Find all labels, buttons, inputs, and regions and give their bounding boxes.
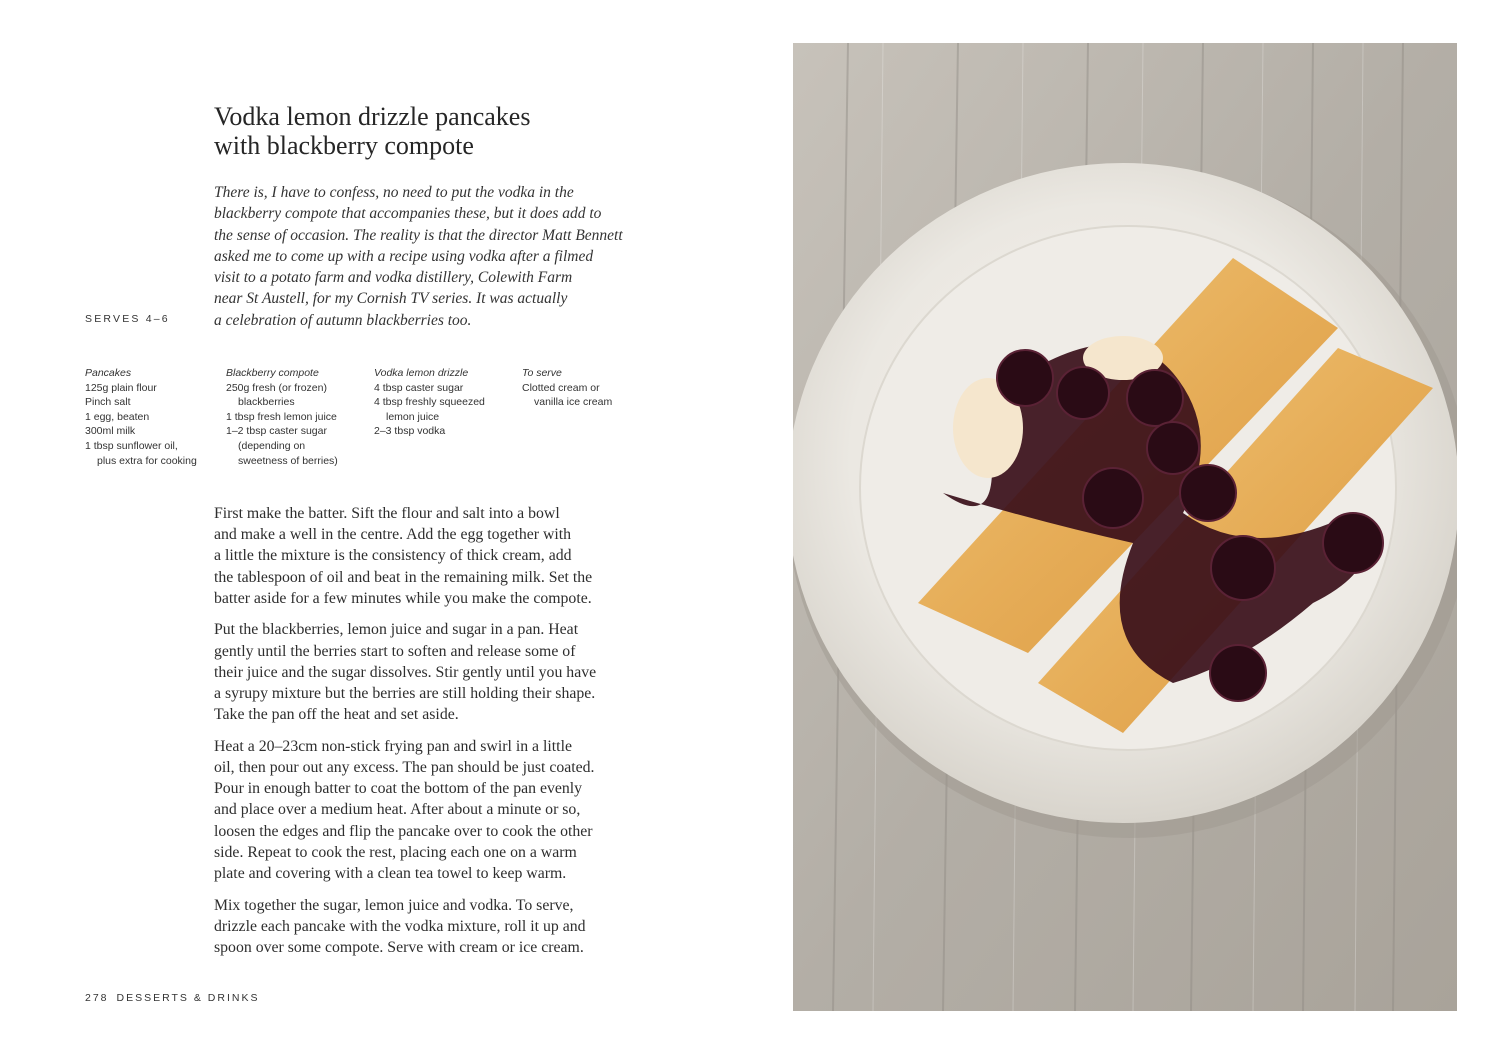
method-line: their juice and the sugar dissolves. Stir gently until you have	[214, 663, 597, 681]
ingredient-line: (depending on	[238, 439, 306, 452]
method-line: Heat a 20–23cm non-stick frying pan and swirl in a little	[214, 737, 572, 755]
ingredient-heading: Pancakes	[85, 367, 132, 379]
pancakes-plate-illustration	[793, 43, 1457, 1011]
ingredients-pancakes	[85, 366, 197, 468]
ingredient-line: vanilla ice cream	[534, 396, 613, 409]
ingredient-line: sweetness of berries)	[238, 454, 338, 467]
ingredient-line: 125g plain flour	[85, 381, 157, 394]
method-line: a syrupy mixture but the berries are still holding their shape.	[214, 685, 596, 703]
ingredient-line: Pinch salt	[85, 396, 131, 409]
method-line: Pour in enough batter to coat the bottom of the pan evenly	[214, 780, 583, 798]
method-line: plate and covering with a clean tea towel to keep warm.	[214, 865, 567, 883]
method-line: and make a well in the centre. Add the egg together with	[214, 526, 572, 544]
ingredient-line: blackberries	[238, 396, 295, 409]
intro-line: a celebration of autumn blackberries too.	[214, 311, 472, 329]
method-line: the tablespoon of oil and beat in the remaining milk. Set the	[214, 568, 593, 586]
serves-label: SERVES 4–6	[85, 313, 170, 325]
intro-line: There is, I have to confess, no need to put the vodka in the	[214, 184, 574, 201]
ingredient-line: lemon juice	[386, 410, 440, 423]
intro-line: asked me to come up with a recipe using vodka after a filmed	[214, 247, 594, 265]
method-paragraph	[214, 619, 644, 725]
ingredient-line: 4 tbsp caster sugar	[374, 381, 464, 394]
ingredient-line: plus extra for cooking	[97, 454, 197, 467]
ingredient-line: 1 tbsp sunflower oil,	[85, 439, 178, 452]
method-line: drizzle each pancake with the vodka mixture, roll it up and	[214, 917, 586, 935]
method-line: Put the blackberries, lemon juice and sugar in a pan. Heat	[214, 621, 579, 639]
method-paragraph	[214, 503, 644, 609]
intro-line: visit to a potato farm and vodka distillery, Colewith Farm	[214, 269, 573, 287]
method-line: spoon over some compote. Serve with cream or ice cream.	[214, 939, 584, 957]
ingredient-heading: Vodka lemon drizzle	[374, 367, 469, 379]
ingredient-line: 1 tbsp fresh lemon juice	[226, 410, 337, 423]
recipe-title-line: Vodka lemon drizzle pancakes	[214, 102, 531, 131]
method-line: Take the pan off the heat and set aside.	[214, 706, 459, 724]
ingredient-line: 300ml milk	[85, 425, 136, 438]
method-text	[214, 503, 644, 969]
ingredient-line: 250g fresh (or frozen)	[226, 381, 327, 394]
ingredient-line: 1 egg, beaten	[85, 410, 150, 423]
page-footer	[85, 992, 259, 1004]
method-line: loosen the edges and flip the pancake over to cook the other	[214, 822, 593, 840]
method-paragraph	[214, 895, 644, 959]
method-line: First make the batter. Sift the flour and salt into a bowl	[214, 505, 560, 522]
method-line: side. Repeat to cook the rest, placing each one on a warm	[214, 843, 577, 861]
ingredient-line: 4 tbsp freshly squeezed	[374, 396, 485, 409]
ingredient-line: Clotted cream or	[522, 381, 600, 394]
recipe-intro	[214, 182, 634, 331]
intro-line: blackberry compote that accompanies these, but it does add to	[214, 205, 602, 223]
section-name: DESSERTS & DRINKS	[116, 992, 260, 1004]
intro-line: the sense of occasion. The reality is that the director Matt Bennett	[214, 226, 623, 244]
method-line: gently until the berries start to soften and release some of	[214, 642, 576, 660]
ingredients-to-serve	[522, 366, 612, 410]
ingredients-compote	[226, 366, 338, 468]
intro-line: near St Austell, for my Cornish TV series. It was actually	[214, 290, 568, 308]
recipe-title-line: with blackberry compote	[214, 131, 474, 160]
method-line: oil, then pour out any excess. The pan should be just coated.	[214, 759, 595, 777]
recipe-photo	[793, 43, 1457, 1011]
page-number: 278	[85, 992, 109, 1004]
ingredient-heading: To serve	[522, 367, 562, 379]
ingredient-heading: Blackberry compote	[226, 367, 319, 379]
method-line: batter aside for a few minutes while you make the compote.	[214, 589, 592, 607]
ingredients-drizzle	[374, 366, 485, 439]
ingredient-line: 2–3 tbsp vodka	[374, 425, 446, 438]
recipe-title	[214, 102, 694, 160]
ingredient-line: 1–2 tbsp caster sugar	[226, 425, 327, 438]
method-line: Mix together the sugar, lemon juice and vodka. To serve,	[214, 896, 574, 914]
method-paragraph	[214, 736, 644, 884]
method-line: a little the mixture is the consistency of thick cream, add	[214, 547, 572, 565]
method-line: and place over a medium heat. After about a minute or so,	[214, 801, 581, 819]
